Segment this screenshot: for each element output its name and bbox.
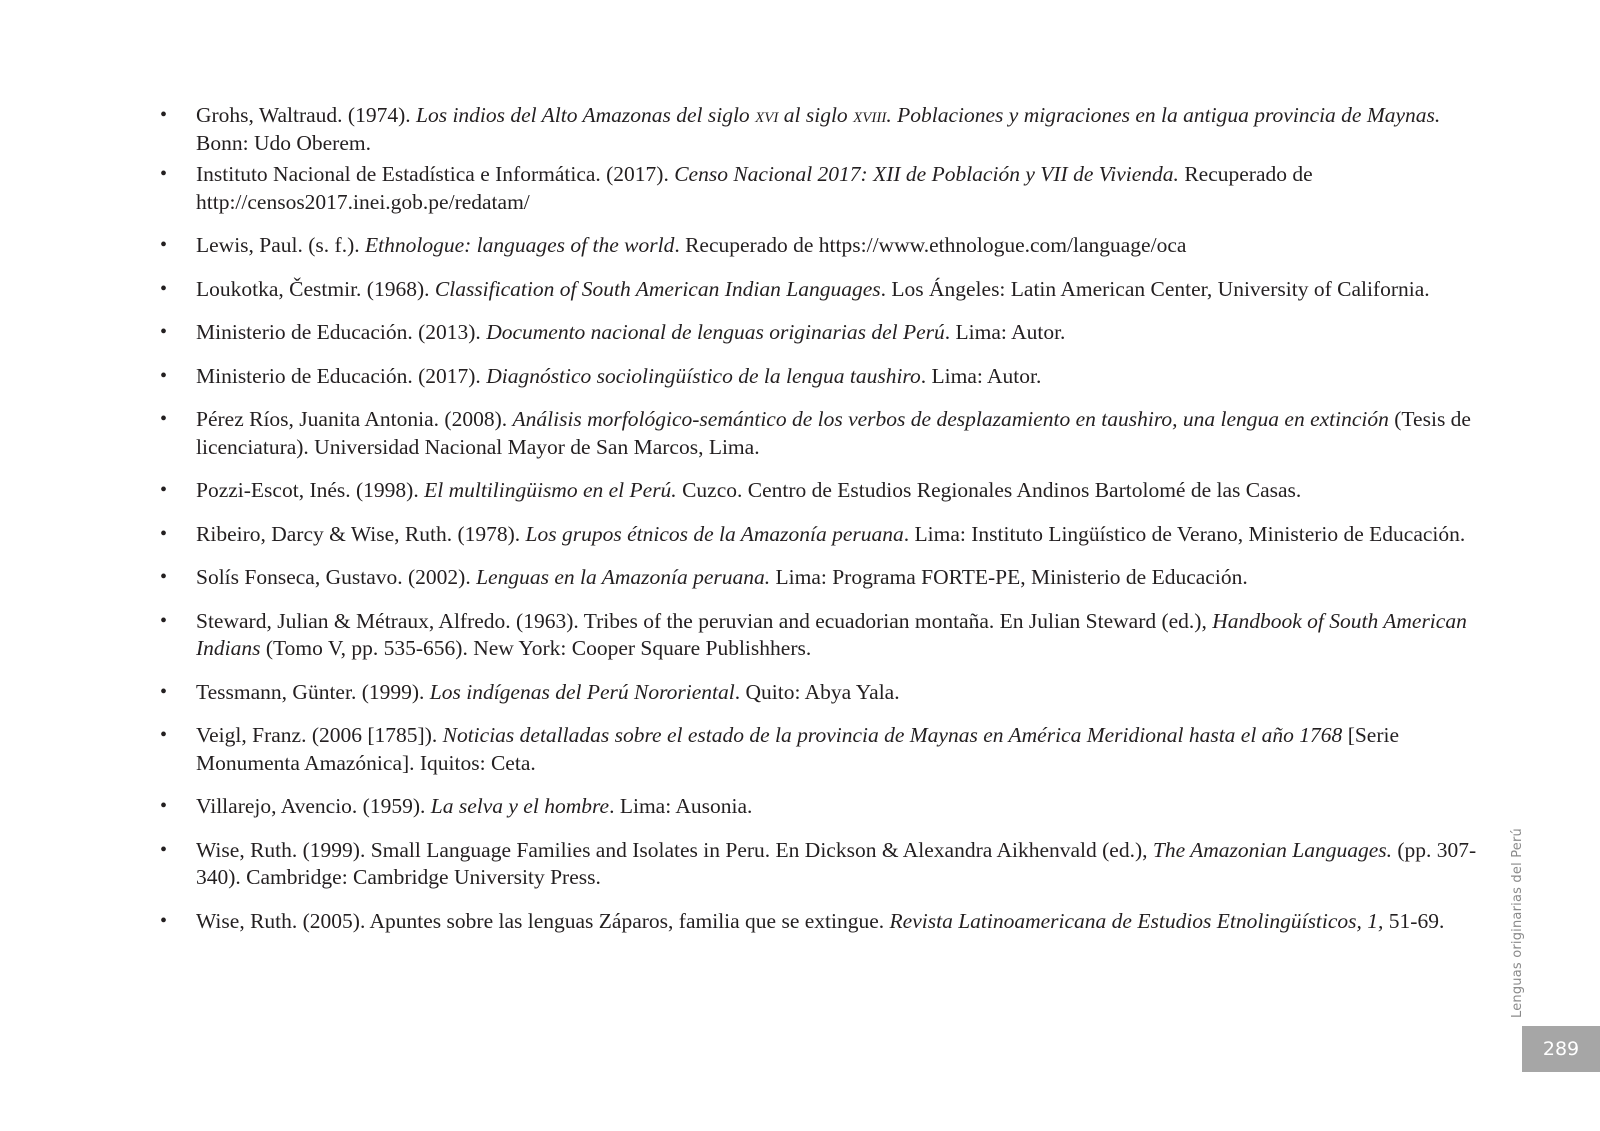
reference-authors: Grohs, Waltraud. (1974).: [196, 103, 416, 127]
century-numeral: xviii: [853, 103, 887, 127]
reference-title: Classification of South American Indian Languages: [434, 276, 881, 301]
reference-authors: Ministerio de Educación. (2017).: [196, 363, 487, 388]
reference-publisher: Recuperado de http://censos2017.inei.gob.pe/redatam/: [196, 162, 1313, 214]
century-numeral: xvi: [755, 103, 779, 127]
reference-entry: [160, 477, 1490, 505]
reference-entry: [160, 679, 1490, 707]
reference-entry: [160, 908, 1490, 936]
reference-publisher: Bonn: Udo Oberem.: [196, 130, 371, 155]
reference-publisher: . Lima: Autor.: [920, 363, 1042, 388]
reference-entry: [160, 564, 1490, 592]
reference-entry: [160, 232, 1490, 260]
bullet: •: [160, 522, 168, 545]
reference-title: Documento nacional de lenguas originarias del Perú: [486, 320, 945, 344]
reference-authors: Villarejo, Avencio. (1959).: [196, 794, 431, 818]
reference-title: Noticias detalladas sobre el estado de la provincia de Maynas en América Meridional hasta el año 1768: [442, 723, 1343, 747]
reference-publisher: [Serie Monumenta Amazónica]. Iquitos: Ceta.: [196, 723, 1400, 775]
reference-entry: [160, 406, 1490, 461]
reference-title: Censo Nacional 2017: XII de Población y VII de Vivienda.: [674, 162, 1179, 186]
reference-authors: Lewis, Paul. (s. f.).: [196, 233, 365, 257]
reference-entry: [160, 319, 1490, 347]
bullet: •: [160, 321, 168, 343]
reference-publisher: . Lima: Ausonia.: [609, 794, 753, 818]
reference-publisher: (Tesis de licenciatura). Universidad Nacional Mayor de San Marcos, Lima.: [196, 407, 1471, 459]
reference-title: The Amazonian Languages.: [1152, 837, 1392, 862]
reference-authors: Tessmann, Günter. (1999).: [196, 679, 430, 704]
bullet: •: [160, 479, 168, 501]
reference-title: El multilingüismo en el Perú.: [424, 478, 677, 502]
reference-authors: Pérez Ríos, Juanita Antonia. (2008).: [196, 407, 513, 431]
reference-entry: [160, 521, 1490, 549]
reference-authors: Instituto Nacional de Estadística e Informática. (2017).: [196, 162, 675, 186]
reference-publisher: . Lima: Autor.: [944, 320, 1066, 344]
page-number: 289: [1522, 1026, 1600, 1072]
reference-authors: Ministerio de Educación. (2013).: [196, 320, 487, 344]
reference-entry: [160, 161, 1490, 216]
reference-authors: Wise, Ruth. (1999). Small Language Families and Isolates in Peru. En Dickson & Alexandra Aikhenvald (ed.),: [196, 837, 1153, 862]
bullet: •: [160, 909, 168, 932]
reference-entry: [160, 837, 1490, 892]
bullet: •: [160, 838, 168, 861]
reference-publisher: 51-69.: [1383, 908, 1445, 933]
bullet: •: [160, 724, 168, 746]
reference-entry: [160, 793, 1490, 821]
reference-entry: [160, 102, 1490, 157]
bullet: •: [160, 277, 168, 300]
reference-publisher: . Recuperado de https://www.ethnologue.com/language/oca: [674, 233, 1187, 257]
reference-title: La selva y el hombre: [430, 794, 610, 818]
bullet: •: [160, 609, 168, 632]
reference-publisher: Lima: Programa FORTE-PE, Ministerio de Educación.: [770, 565, 1248, 589]
bullet: •: [160, 566, 168, 588]
reference-title: Ethnologue: languages of the world: [365, 233, 675, 257]
reference-publisher: . Lima: Instituto Lingüístico de Verano, Ministerio de Educación.: [903, 521, 1466, 546]
book-title-sidebar: Lenguas originarias del Perú: [1510, 828, 1525, 1018]
reference-title: Los indígenas del Perú Nororiental: [429, 679, 735, 704]
reference-publisher: Cuzco. Centro de Estudios Regionales Andinos Bartolomé de las Casas.: [676, 478, 1302, 502]
reference-entry: [160, 363, 1490, 391]
reference-title: Análisis morfológico-semántico de los verbos de desplazamiento en taushiro, una lengua en extinción: [512, 407, 1389, 431]
reference-title: Diagnóstico sociolingüístico de la lengua taushiro: [486, 363, 921, 388]
bullet: •: [160, 680, 168, 703]
bullet: •: [160, 163, 168, 185]
reference-authors: Loukotka, Čestmir. (1968).: [196, 276, 435, 301]
reference-authors: Veigl, Franz. (2006 [1785]).: [196, 723, 443, 747]
reference-publisher: (pp. 307-340). Cambridge: Cambridge University Press.: [196, 837, 1477, 889]
bullet: •: [160, 795, 168, 817]
reference-publisher: (Tomo V, pp. 535-656). New York: Cooper Square Publishhers.: [260, 636, 812, 660]
reference-entry: [160, 608, 1490, 663]
reference-authors: Ribeiro, Darcy & Wise, Ruth. (1978).: [196, 521, 526, 546]
bullet: •: [160, 364, 168, 387]
reference-authors: Pozzi-Escot, Inés. (1998).: [196, 478, 425, 502]
reference-title: Los grupos étnicos de la Amazonía peruana: [525, 521, 904, 546]
reference-publisher: . Los Ángeles: Latin American Center, University of California.: [880, 276, 1430, 301]
bullet: •: [160, 234, 168, 256]
reference-title: Lenguas en la Amazonía peruana.: [476, 565, 771, 589]
reference-authors: Solís Fonseca, Gustavo. (2002).: [196, 565, 477, 589]
bullet: •: [160, 408, 168, 430]
reference-entry: [160, 276, 1490, 304]
reference-authors: Steward, Julian & Métraux, Alfredo. (1963). Tribes of the peruvian and ecuadorian montaña. En Julian Steward (ed.),: [196, 608, 1213, 633]
bibliography-list: [160, 102, 1490, 951]
reference-authors: Wise, Ruth. (2005). Apuntes sobre las lenguas Záparos, familia que se extingue.: [196, 908, 890, 933]
reference-title: Los indios del Alto Amazonas del siglo xvi al siglo xviii. Poblaciones y migraciones en la antigua provincia de Maynas.: [416, 103, 1441, 127]
reference-title: Revista Latinoamericana de Estudios Etnolingüísticos, 1,: [889, 908, 1384, 933]
bullet: •: [160, 104, 168, 126]
reference-entry: [160, 722, 1490, 777]
reference-publisher: . Quito: Abya Yala.: [734, 679, 900, 704]
reference-title: Handbook of South American Indians: [196, 608, 1467, 660]
